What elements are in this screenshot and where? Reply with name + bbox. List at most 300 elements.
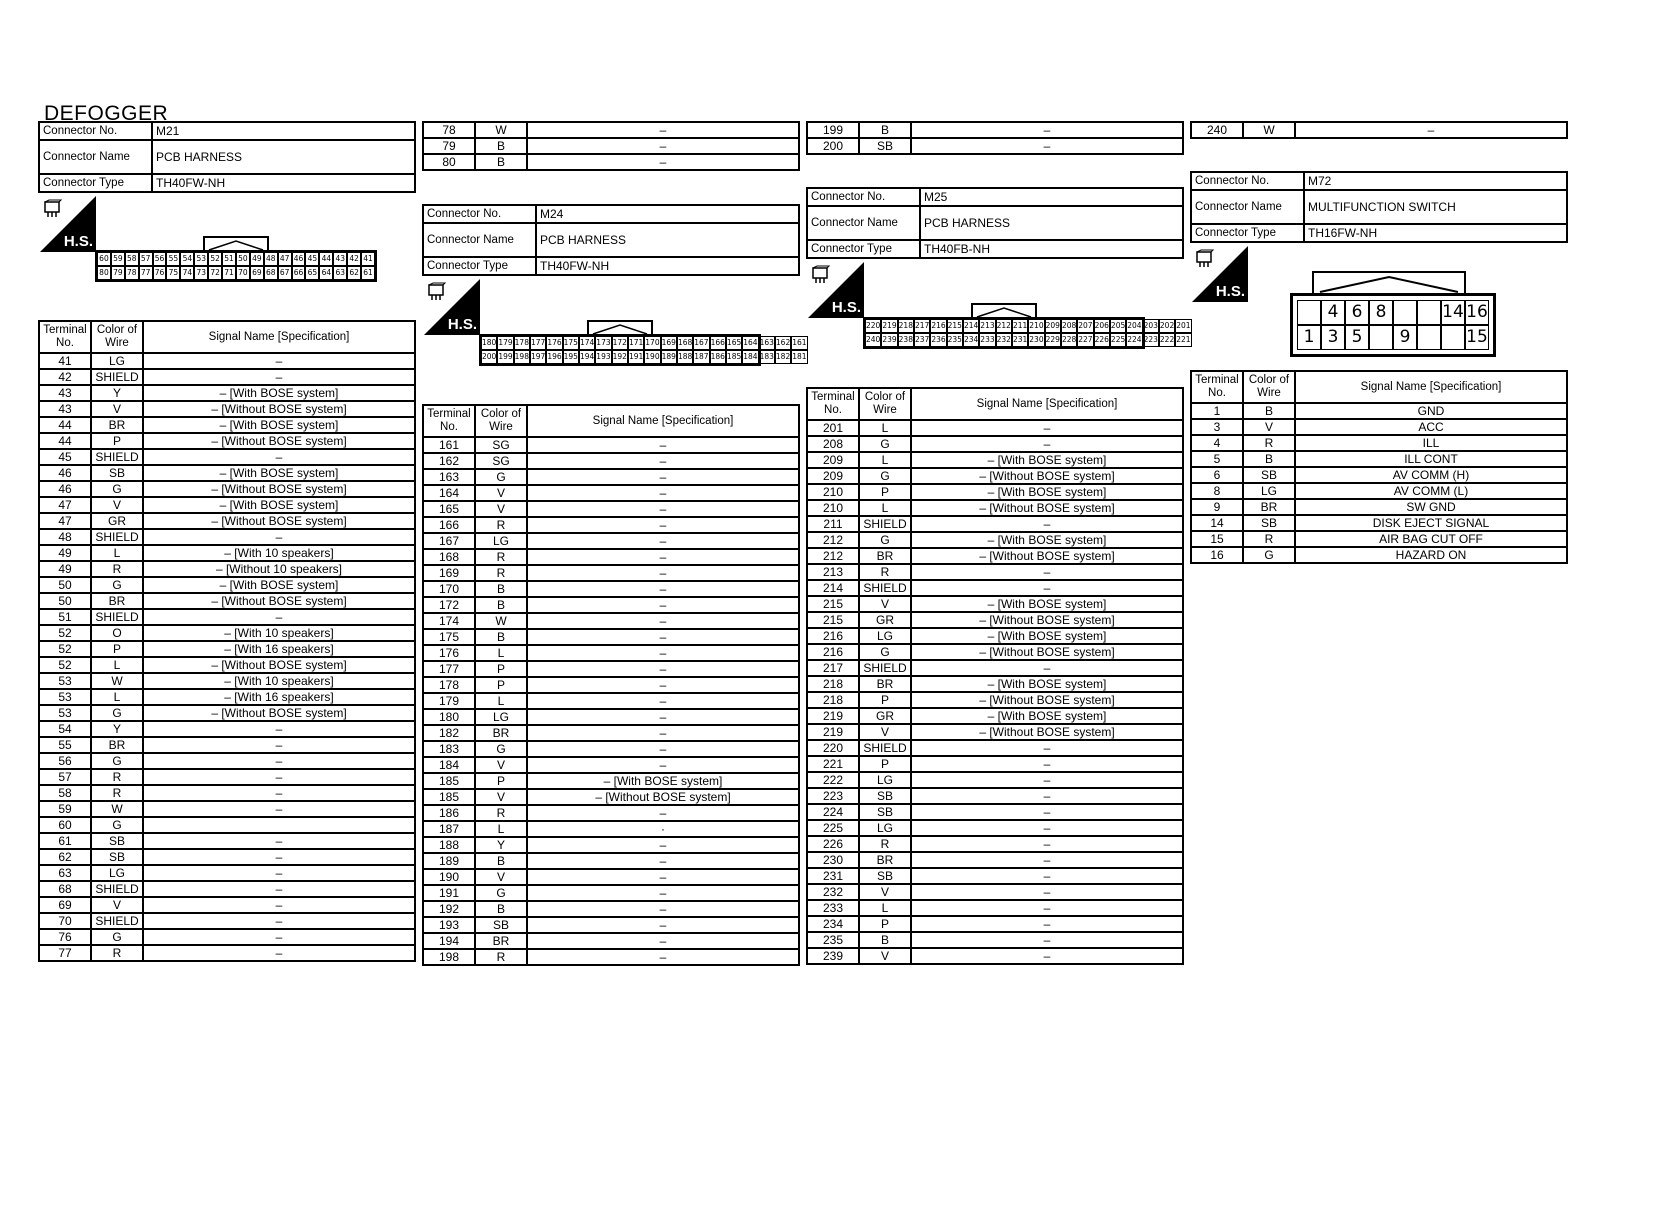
- connector-info-m25: [806, 187, 1184, 259]
- color-cell: V: [475, 869, 527, 885]
- table-row: [423, 757, 799, 773]
- connector-pin: 181: [791, 350, 807, 364]
- table-row: [807, 916, 1183, 932]
- color-cell: BR: [859, 548, 911, 564]
- table-row: [807, 532, 1183, 548]
- terminal-cell: 178: [423, 677, 475, 693]
- table-row: [807, 612, 1183, 628]
- connector-pin: 164: [742, 336, 758, 350]
- table-row: [807, 868, 1183, 884]
- color-cell: P: [859, 756, 911, 772]
- color-cell: B: [859, 932, 911, 948]
- color-cell: G: [859, 644, 911, 660]
- color-cell: SB: [91, 849, 143, 865]
- connector-pin: 219: [881, 319, 897, 333]
- terminal-cell: 50: [39, 593, 91, 609]
- signal-cell: –: [911, 436, 1183, 452]
- color-cell: GR: [91, 513, 143, 529]
- connector-no-value: M21: [152, 122, 415, 140]
- connector-name-value: PCB HARNESS: [152, 140, 415, 174]
- column-m21: [38, 121, 416, 193]
- signal-cell: –: [527, 949, 799, 965]
- terminal-cell: 212: [807, 532, 859, 548]
- color-cell: SB: [859, 138, 911, 154]
- terminal-cell: 59: [39, 801, 91, 817]
- color-cell: L: [91, 689, 143, 705]
- color-cell: BR: [1243, 499, 1295, 515]
- connector-pin: 52: [208, 252, 222, 266]
- table-row: [1191, 451, 1567, 467]
- terminal-cell: 60: [39, 817, 91, 833]
- terminal-cell: 58: [39, 785, 91, 801]
- color-cell: V: [859, 884, 911, 900]
- terminal-cell: 46: [39, 481, 91, 497]
- color-cell: V: [91, 897, 143, 913]
- connector-pin: 46: [292, 252, 306, 266]
- connector-pin: 180: [481, 336, 497, 350]
- signal-cell: –: [527, 885, 799, 901]
- table-row: [423, 629, 799, 645]
- hs-badge-m25: [808, 262, 864, 318]
- terminal-cell: 162: [423, 453, 475, 469]
- signal-cell: – [Without BOSE system]: [911, 724, 1183, 740]
- hs-badge-m72: [1192, 246, 1248, 302]
- signal-cell: –: [527, 837, 799, 853]
- signal-cell: –: [527, 597, 799, 613]
- table-row: [807, 692, 1183, 708]
- table-row: [39, 497, 415, 513]
- table-row: [39, 433, 415, 449]
- terminal-cell: 1: [1191, 403, 1243, 419]
- signal-cell: – [With BOSE system]: [143, 577, 415, 593]
- color-cell: B: [475, 629, 527, 645]
- table-row: [423, 517, 799, 533]
- connector-pin: 218: [898, 319, 914, 333]
- signal-cell: –: [911, 580, 1183, 596]
- signal-cell: –: [527, 805, 799, 821]
- signal-cell: SW GND: [1295, 499, 1567, 515]
- connector-pin: 209: [1045, 319, 1061, 333]
- connector-pin: 214: [963, 319, 979, 333]
- terminal-cell: 190: [423, 869, 475, 885]
- table-row: [39, 657, 415, 673]
- connector-pin: 230: [1028, 333, 1044, 347]
- connector-pin: 215: [947, 319, 963, 333]
- color-cell: B: [1243, 451, 1295, 467]
- color-cell: P: [859, 692, 911, 708]
- table-row: [39, 577, 415, 593]
- signal-cell: – [With BOSE system]: [143, 497, 415, 513]
- connector-pin: 174: [579, 336, 595, 350]
- table-row: [807, 804, 1183, 820]
- terminal-cell: 8: [1191, 483, 1243, 499]
- color-cell: R: [475, 549, 527, 565]
- signal-cell: –: [527, 581, 799, 597]
- signal-cell: DISK EJECT SIGNAL: [1295, 515, 1567, 531]
- signal-cell: – [Without BOSE system]: [911, 548, 1183, 564]
- connector-pin: 172: [612, 336, 628, 350]
- table-row: [423, 154, 799, 170]
- column-m25: [806, 187, 1184, 259]
- connector-pin: 68: [264, 266, 278, 280]
- hs-label: H.S.: [831, 299, 861, 316]
- color-cell: G: [859, 436, 911, 452]
- terminal-cell: 44: [39, 433, 91, 449]
- color-cell: V: [859, 724, 911, 740]
- signal-cell: –: [527, 933, 799, 949]
- connector-pin: 14: [1441, 300, 1465, 325]
- color-cell: R: [91, 561, 143, 577]
- color-cell: V: [1243, 419, 1295, 435]
- signal-cell: –: [911, 122, 1183, 138]
- connector-pin: 182: [775, 350, 791, 364]
- connector-pin: 61: [361, 266, 375, 280]
- connector-pin: 194: [579, 350, 595, 364]
- table-row: [1191, 531, 1567, 547]
- connector-pin: 201: [1175, 319, 1191, 333]
- color-cell: P: [859, 484, 911, 500]
- color-cell: SB: [1243, 467, 1295, 483]
- terminal-cell: 174: [423, 613, 475, 629]
- connector-pin: 41: [361, 252, 375, 266]
- terminal-cell: 53: [39, 689, 91, 705]
- terminal-cell: 79: [423, 138, 475, 154]
- color-cell: GR: [859, 708, 911, 724]
- connector-pin: 178: [514, 336, 530, 350]
- connector-pin: 222: [1159, 333, 1175, 347]
- signal-cell: – [With 16 speakers]: [143, 641, 415, 657]
- terminal-cell: 222: [807, 772, 859, 788]
- signal-cell: –: [143, 785, 415, 801]
- connector-pin: 184: [742, 350, 758, 364]
- color-cell: LG: [91, 353, 143, 369]
- terminal-cell: 223: [807, 788, 859, 804]
- table-row: [807, 740, 1183, 756]
- signal-cell: –: [143, 609, 415, 625]
- terminal-cell: 56: [39, 753, 91, 769]
- signal-cell: –: [527, 138, 799, 154]
- connector-pin: [1393, 300, 1417, 325]
- table-row: [423, 485, 799, 501]
- terminal-cell: 14: [1191, 515, 1243, 531]
- terminal-cell: 215: [807, 612, 859, 628]
- color-cell: R: [475, 805, 527, 821]
- signal-cell: –: [527, 709, 799, 725]
- connector-pin: 15: [1465, 325, 1489, 350]
- signal-cell: AIR BAG CUT OFF: [1295, 531, 1567, 547]
- signal-cell: –: [911, 420, 1183, 436]
- table-row: [423, 853, 799, 869]
- color-cell: G: [859, 532, 911, 548]
- connector-pin: 227: [1077, 333, 1093, 347]
- terminal-cell: 212: [807, 548, 859, 564]
- table-row: [423, 885, 799, 901]
- connector-info-m21: [38, 121, 416, 193]
- signal-cell: –: [911, 772, 1183, 788]
- color-header: Color of Wire: [1243, 371, 1295, 403]
- signal-cell: ILL CONT: [1295, 451, 1567, 467]
- color-cell: G: [1243, 547, 1295, 563]
- color-cell: BR: [475, 725, 527, 741]
- terminal-cell: 176: [423, 645, 475, 661]
- signal-cell: – [With BOSE system]: [911, 596, 1183, 612]
- terminal-cell: 185: [423, 773, 475, 789]
- table-row: [807, 676, 1183, 692]
- connector-pin: 45: [305, 252, 319, 266]
- terminal-cell: 225: [807, 820, 859, 836]
- signal-cell: [143, 817, 415, 833]
- signal-cell: HAZARD ON: [1295, 547, 1567, 563]
- table-row: [423, 677, 799, 693]
- terminal-cell: 49: [39, 545, 91, 561]
- table-row: [423, 661, 799, 677]
- terminal-cell: 180: [423, 709, 475, 725]
- signal-cell: –: [527, 533, 799, 549]
- signal-cell: – [Without BOSE system]: [143, 705, 415, 721]
- table-row: [423, 613, 799, 629]
- color-header: Color of Wire: [91, 321, 143, 353]
- table-row: [807, 772, 1183, 788]
- terminal-cell: 221: [807, 756, 859, 772]
- terminal-cell: 44: [39, 417, 91, 433]
- terminal-cell: 191: [423, 885, 475, 901]
- signal-cell: –: [1295, 122, 1567, 138]
- table-row: [807, 724, 1183, 740]
- signal-cell: –: [143, 737, 415, 753]
- color-cell: G: [91, 705, 143, 721]
- signal-cell: –: [527, 725, 799, 741]
- color-cell: R: [475, 517, 527, 533]
- color-cell: SB: [475, 917, 527, 933]
- color-cell: B: [859, 122, 911, 138]
- connector-pin: 185: [726, 350, 742, 364]
- signal-cell: –: [527, 613, 799, 629]
- connector-pin: 57: [139, 252, 153, 266]
- connector-pin: 67: [278, 266, 292, 280]
- signal-cell: –: [527, 757, 799, 773]
- signal-cell: –: [527, 901, 799, 917]
- terminal-cell: 183: [423, 741, 475, 757]
- table-row: [1191, 122, 1567, 138]
- terminal-cell: 214: [807, 580, 859, 596]
- signal-header: Signal Name [Specification]: [1295, 371, 1567, 403]
- color-cell: W: [91, 801, 143, 817]
- connector-pin: 73: [194, 266, 208, 280]
- connector-name-value: PCB HARNESS: [536, 223, 799, 257]
- pin-table-m24-continued: [806, 121, 1184, 155]
- color-cell: B: [475, 138, 527, 154]
- table-row: [39, 689, 415, 705]
- color-cell: R: [1243, 435, 1295, 451]
- pin-table-m25-continued: [1190, 121, 1568, 139]
- color-cell: P: [91, 641, 143, 657]
- connector-pin: 190: [644, 350, 660, 364]
- connector-pin: 231: [1012, 333, 1028, 347]
- color-cell: L: [859, 452, 911, 468]
- hs-label: H.S.: [447, 316, 477, 333]
- signal-cell: – [Without BOSE system]: [911, 692, 1183, 708]
- table-row: [423, 821, 799, 837]
- color-cell: SHIELD: [859, 740, 911, 756]
- table-row: [1191, 419, 1567, 435]
- color-cell: V: [475, 485, 527, 501]
- table-row: [807, 548, 1183, 564]
- terminal-no-header: Terminal No.: [807, 388, 859, 420]
- signal-cell: – [With BOSE system]: [527, 773, 799, 789]
- signal-cell: –: [527, 869, 799, 885]
- terminal-cell: 170: [423, 581, 475, 597]
- table-row: [423, 565, 799, 581]
- connector-pin: 65: [305, 266, 319, 280]
- connector-name-value: PCB HARNESS: [920, 206, 1183, 240]
- connector-name-value: MULTIFUNCTION SWITCH: [1304, 190, 1567, 224]
- terminal-cell: 177: [423, 661, 475, 677]
- table-row: [423, 469, 799, 485]
- connector-pin: 204: [1126, 319, 1142, 333]
- signal-cell: –: [527, 122, 799, 138]
- signal-cell: – [Without BOSE system]: [911, 500, 1183, 516]
- color-cell: SHIELD: [859, 516, 911, 532]
- color-cell: B: [475, 581, 527, 597]
- connector-pin: 240: [865, 333, 881, 347]
- connector-pin: 171: [628, 336, 644, 350]
- color-cell: Y: [91, 721, 143, 737]
- signal-cell: –: [911, 788, 1183, 804]
- connector-pin: 47: [278, 252, 292, 266]
- color-cell: Y: [91, 385, 143, 401]
- signal-cell: –: [527, 154, 799, 170]
- table-row: [807, 900, 1183, 916]
- connector-no-value: M25: [920, 188, 1183, 206]
- terminal-cell: 54: [39, 721, 91, 737]
- connector-name-label: Connector Name: [39, 140, 152, 174]
- terminal-cell: 192: [423, 901, 475, 917]
- table-row: [423, 725, 799, 741]
- color-cell: G: [475, 885, 527, 901]
- table-row: [39, 737, 415, 753]
- terminal-cell: 55: [39, 737, 91, 753]
- terminal-cell: 78: [423, 122, 475, 138]
- color-cell: SHIELD: [91, 609, 143, 625]
- connector-face-m24: [479, 320, 807, 368]
- connector-no-value: M72: [1304, 172, 1567, 190]
- table-row: [39, 465, 415, 481]
- table-row: [807, 122, 1183, 138]
- connector-pin: 200: [481, 350, 497, 364]
- signal-cell: –: [911, 932, 1183, 948]
- connector-info-m24: [422, 204, 800, 276]
- terminal-cell: 48: [39, 529, 91, 545]
- connector-pin: 236: [930, 333, 946, 347]
- table-row: [1191, 403, 1567, 419]
- table-row: [423, 138, 799, 154]
- table-row: [39, 705, 415, 721]
- table-row: [39, 929, 415, 945]
- terminal-cell: 201: [807, 420, 859, 436]
- connector-face-m21: [95, 236, 377, 284]
- signal-cell: –: [143, 865, 415, 881]
- color-cell: LG: [475, 709, 527, 725]
- connector-pin: 196: [546, 350, 562, 364]
- terminal-cell: 193: [423, 917, 475, 933]
- table-row: [423, 549, 799, 565]
- connector-pin: 163: [759, 336, 775, 350]
- connector-pin: 195: [563, 350, 579, 364]
- connector-pin: 63: [333, 266, 347, 280]
- table-row: [39, 897, 415, 913]
- terminal-cell: 200: [807, 138, 859, 154]
- connector-pin: 77: [139, 266, 153, 280]
- signal-cell: ACC: [1295, 419, 1567, 435]
- pin-table-m72: [1190, 370, 1568, 564]
- color-cell: L: [91, 657, 143, 673]
- terminal-cell: 80: [423, 154, 475, 170]
- terminal-cell: 167: [423, 533, 475, 549]
- color-cell: SB: [859, 804, 911, 820]
- color-cell: G: [91, 753, 143, 769]
- terminal-cell: 224: [807, 804, 859, 820]
- signal-cell: –: [527, 741, 799, 757]
- terminal-cell: 42: [39, 369, 91, 385]
- connector-info-m72: [1190, 171, 1568, 243]
- terminal-cell: 231: [807, 868, 859, 884]
- connector-pin: 206: [1094, 319, 1110, 333]
- signal-cell: – [With BOSE system]: [911, 676, 1183, 692]
- connector-pin: 75: [166, 266, 180, 280]
- color-cell: LG: [475, 533, 527, 549]
- connector-pin: 210: [1028, 319, 1044, 333]
- connector-pin: 229: [1045, 333, 1061, 347]
- signal-cell: –: [143, 881, 415, 897]
- table-row: [423, 837, 799, 853]
- terminal-cell: 62: [39, 849, 91, 865]
- connector-type-value: TH40FB-NH: [920, 240, 1183, 258]
- connector-pin: 71: [222, 266, 236, 280]
- terminal-cell: 179: [423, 693, 475, 709]
- color-cell: B: [475, 853, 527, 869]
- table-row: [807, 468, 1183, 484]
- signal-cell: ILL: [1295, 435, 1567, 451]
- color-cell: G: [859, 468, 911, 484]
- signal-cell: –: [143, 897, 415, 913]
- color-cell: G: [475, 469, 527, 485]
- signal-cell: ·: [527, 821, 799, 837]
- connector-no-label: Connector No.: [39, 122, 152, 140]
- signal-cell: –: [527, 645, 799, 661]
- connector-pin: 74: [180, 266, 194, 280]
- connector-pin: 225: [1110, 333, 1126, 347]
- table-row: [39, 833, 415, 849]
- terminal-cell: 53: [39, 705, 91, 721]
- table-row: [423, 869, 799, 885]
- connector-pin: 3: [1321, 325, 1345, 350]
- connector-pin: 183: [759, 350, 775, 364]
- connector-pin: 221: [1175, 333, 1191, 347]
- connector-pin: 48: [264, 252, 278, 266]
- color-cell: W: [1243, 122, 1295, 138]
- connector-pin: 80: [97, 266, 111, 280]
- table-row: [423, 933, 799, 949]
- terminal-cell: 43: [39, 401, 91, 417]
- connector-pin: 5: [1345, 325, 1369, 350]
- signal-cell: –: [911, 564, 1183, 580]
- connector-pin: 176: [546, 336, 562, 350]
- terminal-cell: 76: [39, 929, 91, 945]
- connector-pin: 213: [979, 319, 995, 333]
- table-row: [807, 420, 1183, 436]
- color-cell: B: [475, 901, 527, 917]
- signal-cell: –: [143, 753, 415, 769]
